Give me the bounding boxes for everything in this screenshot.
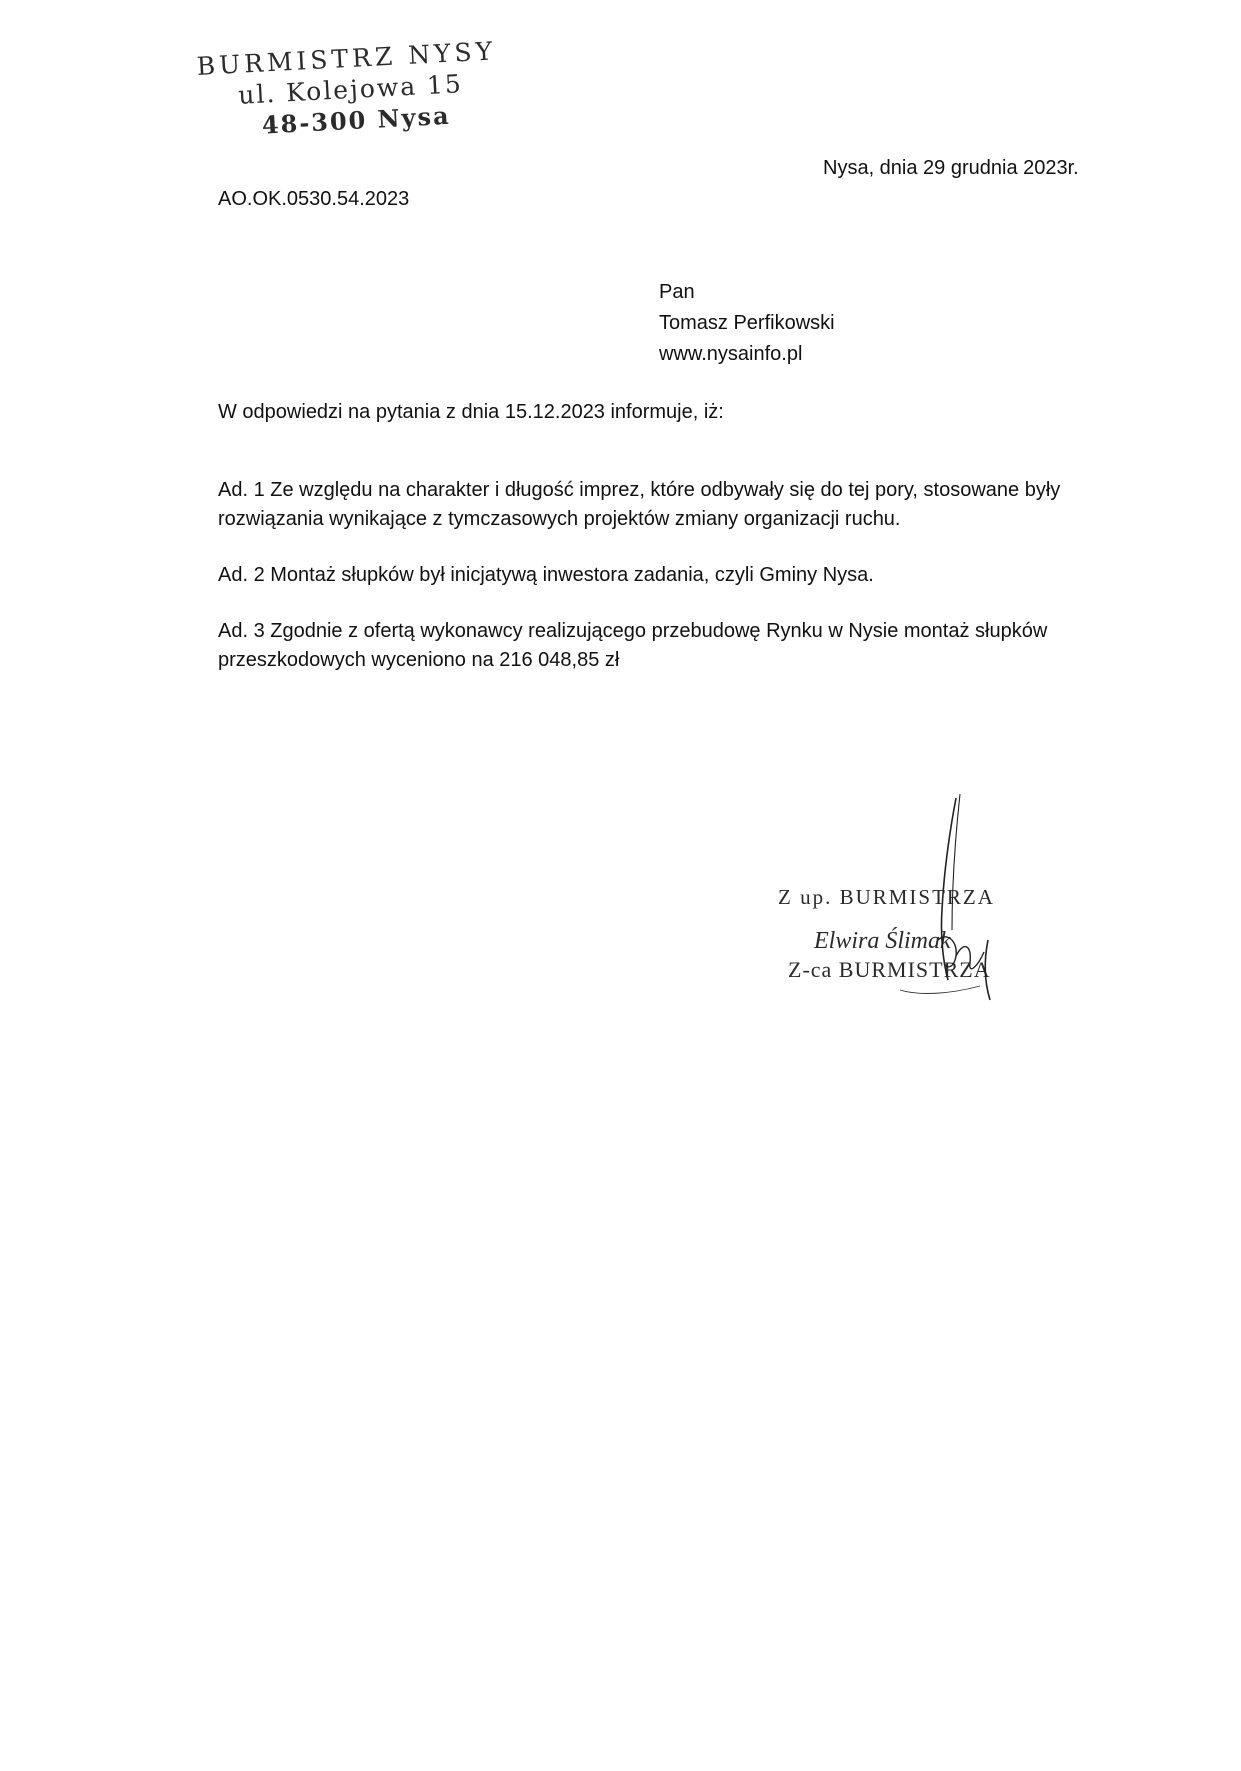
place-and-date: Nysa, dnia 29 grudnia 2023r. bbox=[823, 157, 1079, 179]
handwritten-signature-icon bbox=[900, 790, 1020, 1020]
signature-stamp-authority: Z up. BURMISTRZA bbox=[778, 885, 995, 909]
reference-number: AO.OK.0530.54.2023 bbox=[218, 188, 410, 210]
signature-stamp-position: Z-ca BURMISTRZA bbox=[788, 957, 991, 982]
sender-stamp-title: BURMISTRZ NYSY bbox=[196, 36, 497, 81]
recipient-website: www.nysainfo.pl bbox=[659, 343, 803, 365]
intro-text: W odpowiedzi na pytania z dnia 15.12.2023 informuje, iż: bbox=[218, 401, 724, 423]
paragraph-ad-1: Ad. 1 Ze względu na charakter i długość imprez, które odbywały się do tej pory, stosowane były rozwiązania wynikające z tymczasowych projektów zmiany organizacji ruchu. bbox=[218, 479, 1061, 530]
sender-stamp-city: 48-300 Nysa bbox=[261, 100, 452, 140]
recipient-salutation: Pan bbox=[659, 281, 695, 303]
sender-stamp-street: ul. Kolejowa 15 bbox=[237, 69, 464, 110]
paragraph-ad-3: Ad. 3 Zgodnie z ofertą wykonawcy realizującego przebudowę Rynku w Nysie montaż słupków przeszkodowych wyceniono na 216 048,85 zł bbox=[218, 620, 1048, 671]
paragraph-ad-2: Ad. 2 Montaż słupków był inicjatywą inwestora zadania, czyli Gminy Nysa. bbox=[218, 564, 874, 586]
recipient-block bbox=[659, 277, 835, 370]
signature-stamp-name: Elwira Ślimak bbox=[814, 928, 951, 954]
sender-stamp bbox=[196, 36, 500, 143]
recipient-name: Tomasz Perfikowski bbox=[659, 312, 835, 334]
